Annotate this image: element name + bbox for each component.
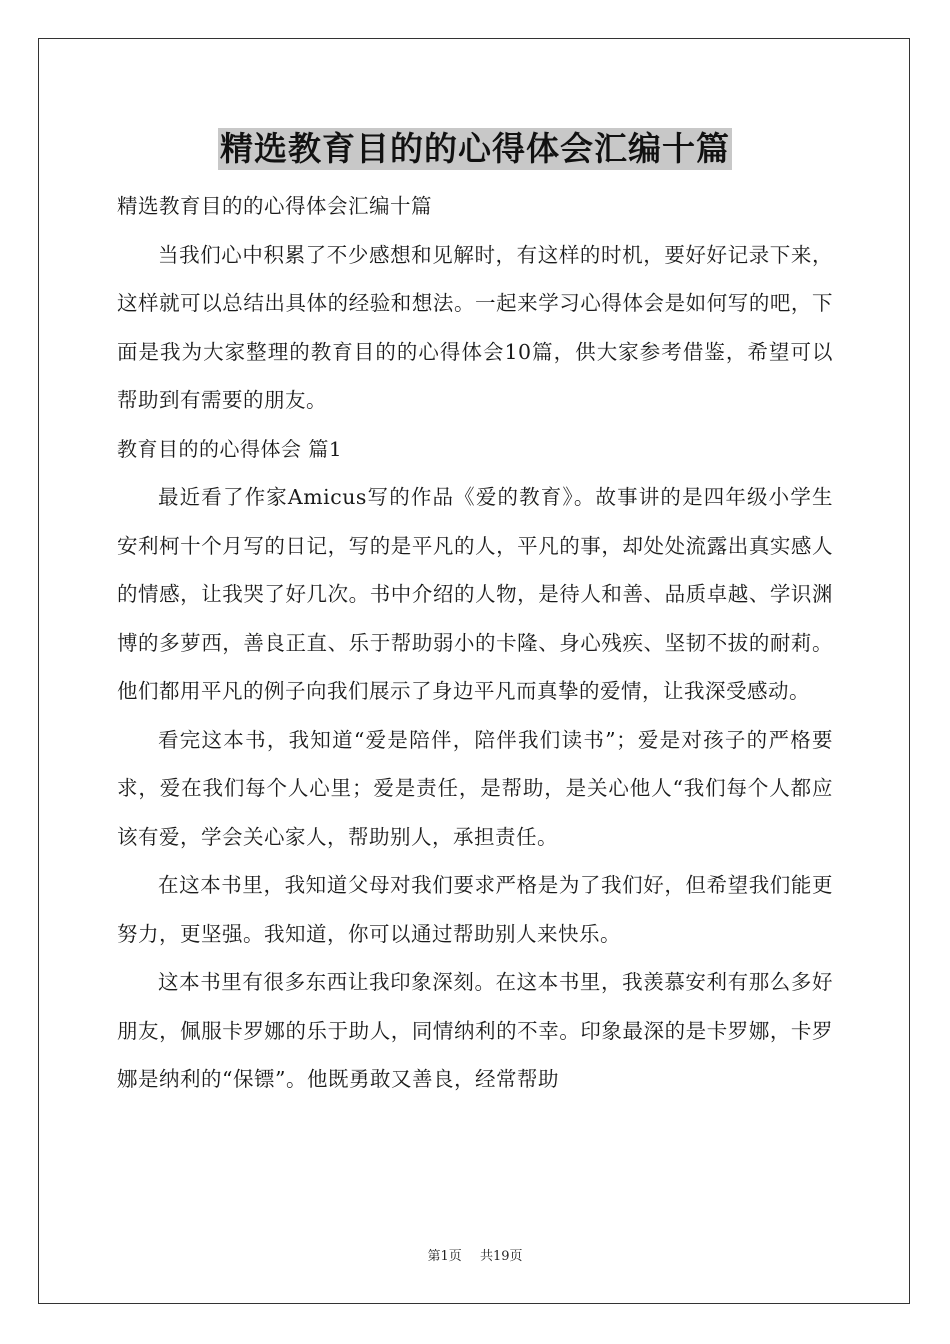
- body-paragraph-1: 最近看了作家Amicus写的作品《爱的教育》。故事讲的是四年级小学生安利柯十个月写的日记，写的是平凡的人，平凡的事，却处处流露出真实感人的情感，让我哭了好几次。书中介绍的人物，是待人和善、品质卓越、学识渊博的多萝西，善良正直、乐于帮助弱小的卡隆、身心残疾、坚韧不拔的耐莉。他们都用平凡的例子向我们展示了身边平凡而真挚的爱情，让我深受感动。: [117, 485, 833, 703]
- document-title: 精选教育目的的心得体会汇编十篇: [220, 129, 730, 168]
- section-heading: 教育目的的心得体会 篇1: [117, 436, 343, 461]
- body-paragraph-3: 在这本书里，我知道父母对我们要求严格是为了我们好，但希望我们能更努力，更坚强。我知道，你可以通过帮助别人来快乐。: [117, 873, 833, 946]
- body-paragraph-2: 看完这本书，我知道“爱是陪伴，陪伴我们读书”；爱是对孩子的严格要求，爱在我们每个人心里；爱是责任，是帮助，是关心他人“我们每个人都应该有爱，学会关心家人，帮助别人，承担责任。: [117, 727, 833, 849]
- page-number-current: 第1页: [427, 1249, 462, 1264]
- body-paragraph-4: 这本书里有很多东西让我印象深刻。在这本书里，我羡慕安利有那么多好朋友，佩服卡罗娜的乐于助人，同情纳利的不幸。印象最深的是卡罗娜，卡罗娜是纳利的“保镖”。他既勇敢又善良，经常帮助: [117, 970, 833, 1091]
- page-footer: [0, 1248, 950, 1266]
- document-body: [117, 182, 833, 1104]
- document-subtitle: 精选教育目的的心得体会汇编十篇: [117, 194, 432, 218]
- page-number-total: 共19页: [479, 1249, 523, 1264]
- document-title-container: [0, 128, 950, 170]
- intro-paragraph: 当我们心中积累了不少感想和见解时，有这样的时机，要好好记录下来，这样就可以总结出具体的经验和想法。一起来学习心得体会是如何写的吧，下面是我为大家整理的教育目的的心得体会10篇，供大家参考借鉴，希望可以帮助到有需要的朋友。: [117, 242, 833, 412]
